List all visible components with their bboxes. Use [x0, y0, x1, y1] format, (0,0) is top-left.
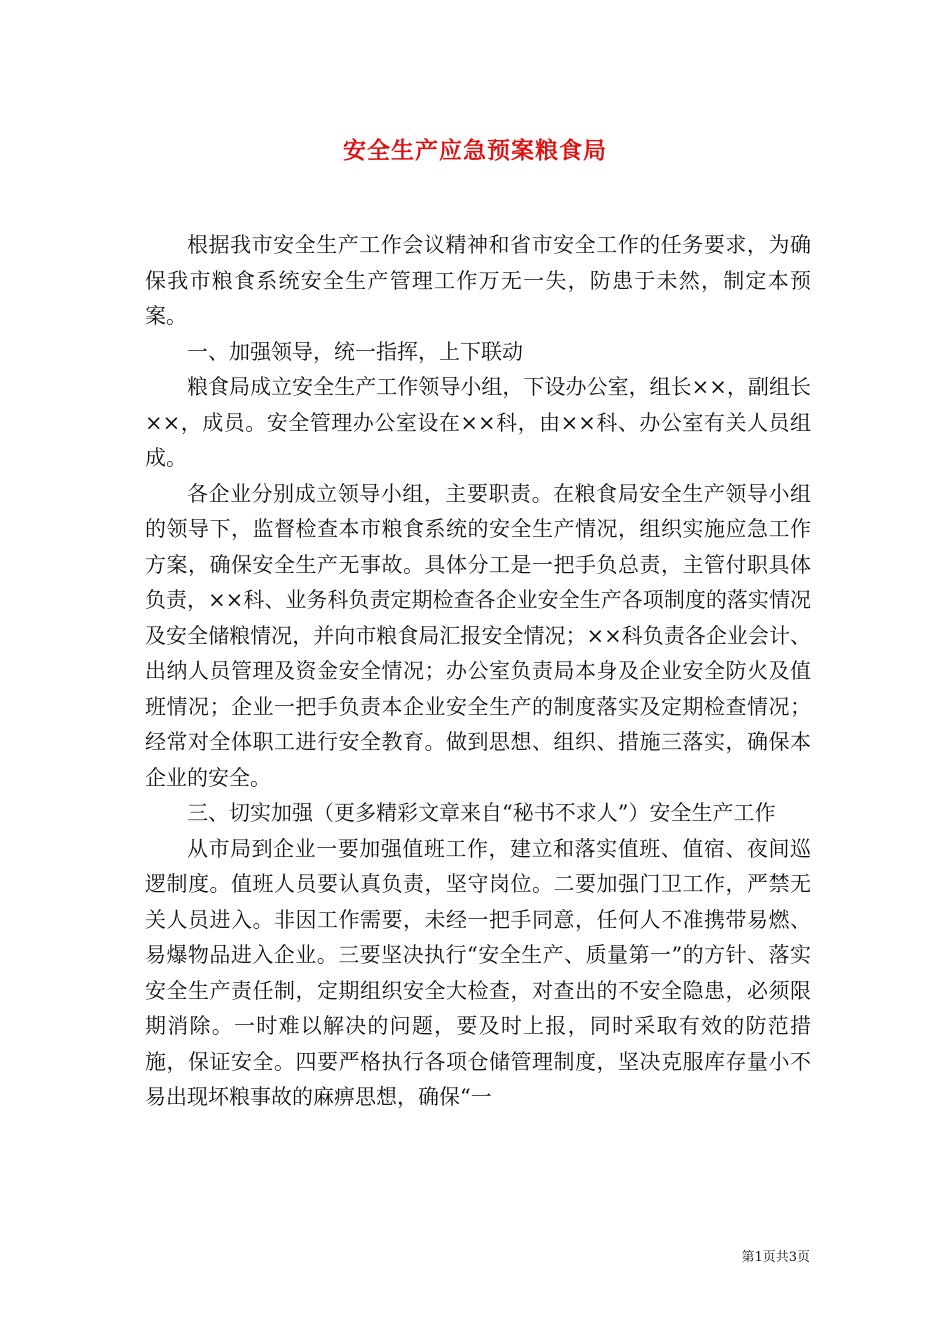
document-body: [145, 228, 811, 1116]
paragraph-safety-measures: 从市局到企业一要加强值班工作，建立和落实值班、值宿、夜间巡逻制度。值班人员要认真负责，坚守岗位。二要加强门卫工作，严禁无关人员进入。非因工作需要，未经一把手同意，任何人不准携带易燃、易爆物品进入企业。三要坚决执行“安全生产、质量第一”的方针、落实安全生产责任制，定期组织安全大检查，对查出的不安全隐患，必须限期消除。一时难以解决的问题，要及时上报，同时采取有效的防范措施，保证安全。四要严格执行各项仓储管理制度，坚决克服库存量小不易出现坏粮事故的麻痹思想，确保“一: [145, 836, 811, 1109]
paragraph-intro: 根据我市安全生产工作会议精神和省市安全工作的任务要求，为确保我市粮食系统安全生产管理工作万无一失，防患于未然，制定本预案。: [145, 233, 811, 328]
section-heading-3: 三、切实加强（更多精彩文章来自“秘书不求人”）安全生产工作: [187, 801, 776, 825]
paragraph-enterprise-duties: 各企业分别成立领导小组，主要职责。在粮食局安全生产领导小组的领导下，监督检查本市粮食系统的安全生产情况，组织实施应急工作方案，确保安全生产无事故。具体分工是一把手负总责，主管付职具体负责，××科、业务科负责定期检查各企业安全生产各项制度的落实情况及安全储粮情况，并向市粮食局汇报安全情况；××科负责各企业会计、出纳人员管理及资金安全情况；办公室负责局本身及企业安全防火及值班情况；企业一把手负责本企业安全生产的制度落实及定期检查情况；经常对全体职工进行安全教育。做到思想、组织、措施三落实，确保本企业的安全。: [145, 481, 811, 790]
section-heading-1: 一、加强领导，统一指挥，上下联动: [187, 339, 523, 364]
paragraph-leadership-group: 粮食局成立安全生产工作领导小组，下设办公室，组长××，副组长××，成员。安全管理办公室设在××科，由××科、办公室有关人员组成。: [145, 375, 811, 470]
document-title: 安全生产应急预案粮食局: [343, 138, 607, 164]
page-number: 第1页共3页: [741, 1250, 810, 1265]
